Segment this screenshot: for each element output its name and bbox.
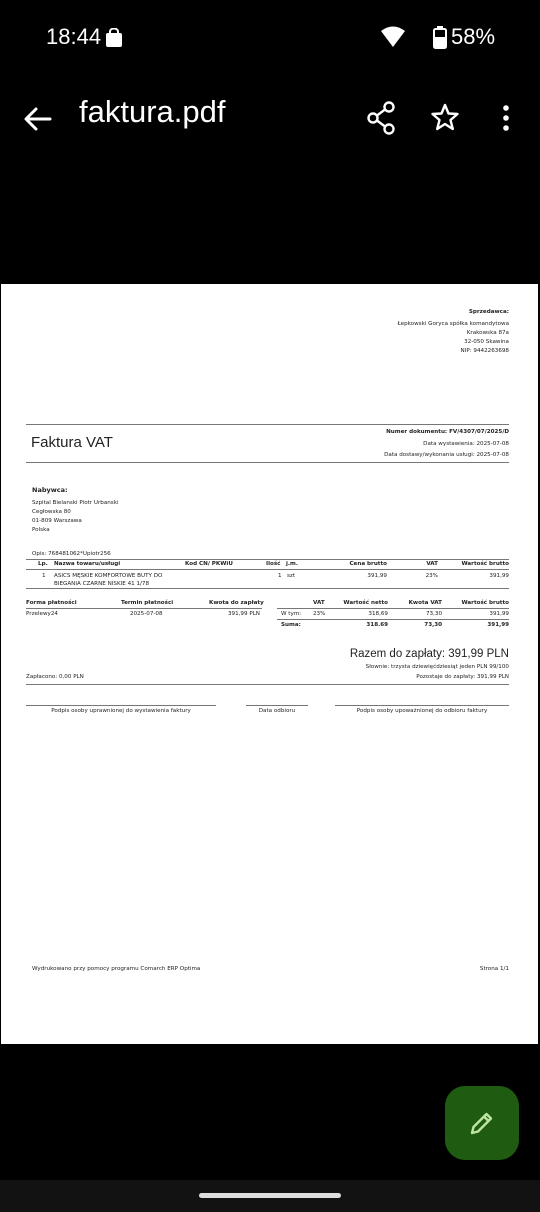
seller-line: Krakowska 87a [466, 330, 509, 336]
remaining-to-pay: Pozostaje do zapłaty: 391,99 PLN [416, 674, 509, 680]
divider [26, 684, 509, 685]
seller-line: Łepkowski Goryca spółka komandytowa [397, 321, 509, 327]
paid-amount: Zapłacono: 0,00 PLN [26, 674, 84, 680]
pdf-page [1, 284, 538, 1044]
item-name: BIEGANIA CZARNE NISKIE 41 1/78 [54, 581, 150, 587]
items-header: Lp. [38, 561, 48, 567]
vat-gross: 391,99 [489, 611, 509, 617]
item-value: 391,99 [489, 573, 509, 579]
battery-icon [433, 26, 447, 49]
payment-header: Kwota do zapłaty [209, 600, 264, 606]
sum-net: 318.69 [366, 622, 388, 628]
edit-button[interactable] [445, 1086, 519, 1160]
status-bar [0, 0, 540, 78]
divider [26, 559, 509, 560]
status-time: 18:44 [46, 24, 102, 49]
vat-rate: 23% [313, 611, 326, 617]
signature-issuer: Podpis osoby uprawnionej do wystawienia faktury [51, 708, 191, 714]
star-outline-icon[interactable] [428, 98, 462, 138]
divider [26, 424, 509, 425]
more-vertical-icon[interactable] [492, 98, 520, 138]
items-header: Cena brutto [349, 561, 387, 567]
issue-date: Data wystawienia: 2025-07-08 [423, 441, 509, 447]
amount-in-words: Słownie: trzysta dziewięćdziesiąt jeden PLN 99/100 [365, 664, 509, 670]
document-number: Numer dokumentu: FV/4307/07/2025/D [386, 429, 509, 435]
buyer-line: 01-809 Warszawa [32, 518, 82, 524]
app-bar [0, 78, 540, 158]
signature-date: Data odbioru [258, 708, 296, 714]
share-icon[interactable] [364, 98, 398, 138]
vat-amount: 73,30 [425, 611, 442, 617]
signature-line [335, 705, 509, 706]
divider [26, 608, 262, 609]
seller-line: NIP: 9442263698 [460, 348, 509, 354]
wifi-icon [381, 26, 405, 48]
payment-header: Forma płatności [26, 600, 77, 606]
divider [26, 569, 509, 570]
invoice-title: Faktura VAT [31, 434, 113, 451]
payment-method: Przelewy24 [26, 611, 58, 617]
delivery-date: Data dostawy/wykonania usługi: 2025-07-08 [384, 452, 509, 458]
arrow-left-icon[interactable] [20, 102, 54, 136]
vat-net: 318,69 [368, 611, 388, 617]
items-header: Wartość brutto [461, 561, 509, 567]
document-title: faktura.pdf [79, 94, 226, 129]
item-qty: 1 [278, 573, 282, 579]
gesture-handle[interactable] [199, 1193, 341, 1198]
vat-header: Wartość brutto [461, 600, 509, 606]
page-footer: Wydrukowano przy pomocy programu Comarch ERP Optima [32, 966, 201, 972]
payment-amount: 391,99 PLN [227, 611, 260, 617]
divider [277, 619, 509, 620]
item-price: 391,99 [367, 573, 387, 579]
item-name: ASICS MĘSKIE KOMFORTOWE BUTY DO [54, 573, 163, 579]
shopping-bag-icon [106, 28, 122, 47]
payment-header: Termin płatności [121, 600, 174, 606]
description: Opis: 768481062*Upiotr256 [32, 551, 111, 557]
buyer-line: Polska [32, 527, 50, 533]
total-to-pay: Razem do zapłaty: 391,99 PLN [349, 648, 509, 660]
vat-header: Kwota VAT [408, 600, 442, 606]
buyer-label: Nabywca: [32, 486, 68, 494]
items-header: VAT [426, 561, 438, 567]
seller-line: 32-050 Skawina [464, 339, 509, 345]
sum-vat: 73,30 [424, 622, 442, 628]
divider [26, 588, 509, 589]
battery-percent: 58% [451, 24, 496, 49]
items-header: Ilość [266, 561, 281, 567]
divider [26, 462, 509, 463]
buyer-line: Cegłowska 80 [32, 509, 71, 515]
divider [277, 608, 509, 609]
buyer-line: Szpital Bielanski Piotr Urbanski [32, 500, 119, 506]
items-header: Kod CN/ PKWiU [185, 561, 233, 567]
vat-header: Wartość netto [343, 600, 388, 606]
item-unit: szt [287, 573, 296, 579]
items-header: Nazwa towaru/usługi [54, 561, 121, 567]
item-vat: 23% [425, 573, 438, 579]
page-number: Strona 1/1 [479, 966, 509, 972]
sum-label: Suma: [281, 622, 301, 628]
signature-line [246, 705, 308, 706]
item-lp: 1 [42, 573, 46, 579]
vat-header: VAT [313, 600, 325, 606]
signature-line [26, 705, 216, 706]
seller-label: Sprzedawca: [468, 309, 509, 315]
pencil-icon [469, 1110, 495, 1136]
sum-gross: 391,99 [487, 622, 509, 628]
vat-row-label: W tym: [281, 611, 302, 617]
items-header: j.m. [286, 561, 298, 567]
signature-receiver: Podpis osoby upoważnionej do odbioru faktury [356, 708, 488, 714]
payment-due: 2025-07-08 [130, 611, 163, 617]
